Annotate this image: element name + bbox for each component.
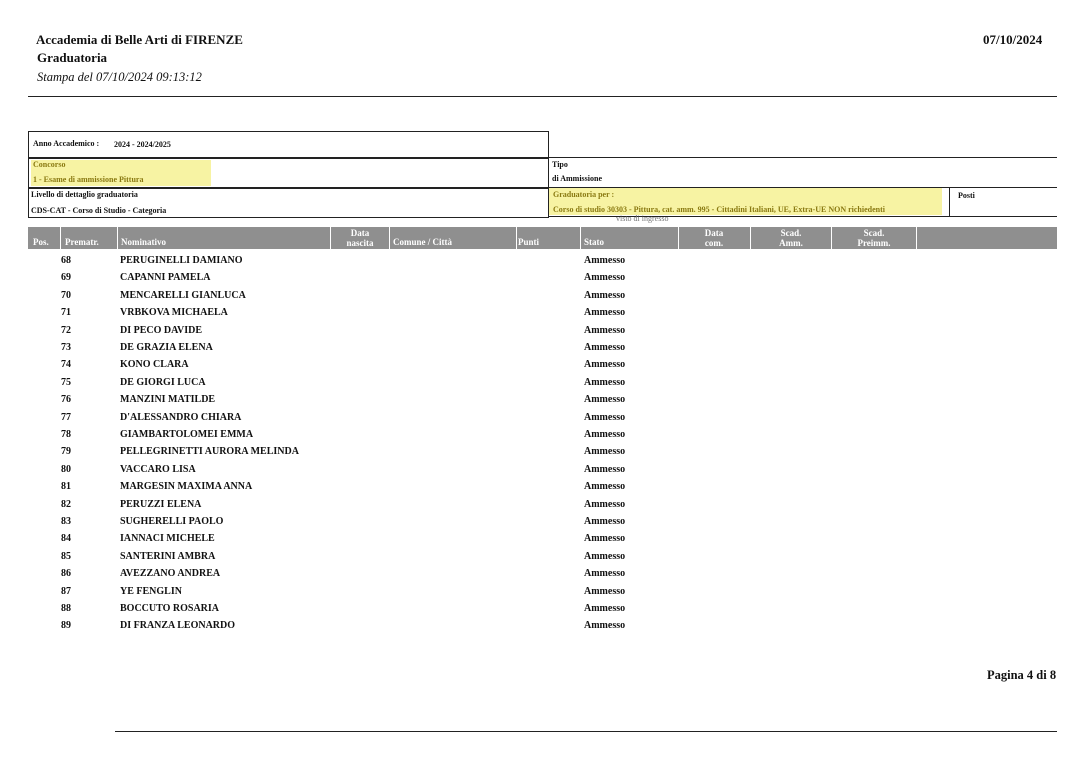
row-stato: Ammesso xyxy=(584,568,626,580)
livello-box xyxy=(28,187,549,218)
row-nominativo: PELLEGRINETTI AURORA MELINDA xyxy=(120,446,299,458)
row-pos: 71 xyxy=(61,307,71,319)
table-row xyxy=(28,533,1057,550)
col-data-com-line2: com. xyxy=(704,238,724,248)
row-pos: 68 xyxy=(61,255,71,266)
row-nominativo: BOCCUTO ROSARIA xyxy=(120,603,219,614)
row-stato: Ammesso xyxy=(584,446,626,458)
row-nominativo: IANNACI MICHELE xyxy=(120,533,215,545)
row-pos: 86 xyxy=(61,568,71,580)
row-pos: 75 xyxy=(61,376,71,388)
row-stato: Ammesso xyxy=(584,342,626,353)
row-pos: 88 xyxy=(61,603,71,614)
row-stato: Ammesso xyxy=(584,620,626,632)
row-stato: Ammesso xyxy=(584,481,626,493)
table-row xyxy=(28,307,1057,324)
row-stato: Ammesso xyxy=(584,359,626,371)
table-row xyxy=(28,290,1057,307)
table-row xyxy=(28,620,1057,637)
row-nominativo: MENCARELLI GIANLUCA xyxy=(120,289,246,301)
row-nominativo: DI PECO DAVIDE xyxy=(120,324,203,336)
table-row xyxy=(28,551,1057,568)
col-data-com-line1: Data xyxy=(704,228,724,238)
row-stato: Ammesso xyxy=(584,533,626,545)
table-row xyxy=(28,412,1057,429)
posti-box xyxy=(950,187,1057,217)
row-stato: Ammesso xyxy=(584,516,626,527)
col-data-nascita-line1: Data xyxy=(350,228,370,238)
table-row xyxy=(28,516,1057,533)
table-row xyxy=(28,342,1057,359)
col-scad-preimm-line2: Preimm. xyxy=(857,238,891,248)
anno-value: 2024 - 2024/2025 xyxy=(114,140,171,149)
header-divider xyxy=(28,96,1057,97)
row-nominativo: VRBKOVA MICHAELA xyxy=(120,307,228,319)
table-row xyxy=(28,359,1057,376)
table-row xyxy=(28,499,1057,516)
row-stato: Ammesso xyxy=(584,411,626,423)
row-pos: 70 xyxy=(61,289,71,301)
row-stato: Ammesso xyxy=(584,463,626,475)
graduatoria-box xyxy=(548,187,950,223)
row-stato: Ammesso xyxy=(584,603,626,614)
graduatoria-overflow: visto di ingresso xyxy=(616,214,669,223)
col-pos: Pos. xyxy=(33,237,49,247)
document-title: Graduatoria xyxy=(37,50,108,65)
row-nominativo: DE GIORGI LUCA xyxy=(120,376,206,388)
row-pos: 89 xyxy=(61,620,71,632)
row-nominativo: AVEZZANO ANDREA xyxy=(120,568,221,580)
row-nominativo: MANZINI MATILDE xyxy=(120,394,216,406)
row-stato: Ammesso xyxy=(584,272,626,284)
col-scad-amm-line1: Scad. xyxy=(780,228,802,238)
table-row xyxy=(28,464,1057,481)
concorso-value: 1 - Esame di ammissione Pittura xyxy=(33,175,144,184)
col-prematr: Prematr. xyxy=(65,237,99,247)
table-row xyxy=(28,446,1057,463)
page-number: Pagina 4 di 8 xyxy=(987,668,1057,682)
row-stato: Ammesso xyxy=(584,324,626,336)
row-pos: 85 xyxy=(61,550,71,562)
table-row xyxy=(28,377,1057,394)
livello-value: CDS-CAT - Corso di Studio - Categoria xyxy=(31,206,167,215)
print-stamp: Stampa del 07/10/2024 09:13:12 xyxy=(37,70,202,84)
footer-divider xyxy=(115,731,1057,732)
row-nominativo: DI FRANZA LEONARDO xyxy=(120,620,236,632)
table-row xyxy=(28,481,1057,498)
row-nominativo: KONO CLARA xyxy=(120,359,189,371)
row-nominativo: PERUGINELLI DAMIANO xyxy=(120,255,243,266)
row-pos: 76 xyxy=(61,394,71,406)
row-stato: Ammesso xyxy=(584,550,626,562)
row-pos: 78 xyxy=(61,429,71,440)
table-row xyxy=(28,325,1057,342)
row-nominativo: MARGESIN MAXIMA ANNA xyxy=(120,481,253,493)
col-comune: Comune / Città xyxy=(393,237,452,247)
table-row xyxy=(28,394,1057,411)
row-stato: Ammesso xyxy=(584,376,626,388)
row-pos: 83 xyxy=(61,516,71,527)
anno-accademico-box xyxy=(28,131,549,159)
table-header xyxy=(28,227,1057,249)
document-date: 07/10/2024 xyxy=(983,32,1043,47)
row-nominativo: VACCARO LISA xyxy=(120,463,196,475)
row-stato: Ammesso xyxy=(584,255,626,266)
col-data-com xyxy=(679,228,749,248)
row-pos: 82 xyxy=(61,498,71,510)
table-row xyxy=(28,272,1057,289)
row-nominativo: SUGHERELLI PAOLO xyxy=(120,516,224,527)
col-scad-preimm-line1: Scad. xyxy=(863,228,885,238)
row-pos: 81 xyxy=(61,481,71,493)
posti-label: Posti xyxy=(958,191,975,200)
table-row xyxy=(28,568,1057,585)
row-nominativo: YE FENGLIN xyxy=(120,585,182,597)
row-pos: 77 xyxy=(61,411,71,423)
table-row xyxy=(28,429,1057,446)
row-nominativo: SANTERINI AMBRA xyxy=(120,550,216,562)
table-row xyxy=(28,586,1057,603)
row-pos: 87 xyxy=(61,585,71,597)
row-pos: 69 xyxy=(61,272,71,284)
concorso-label: Concorso xyxy=(33,160,66,169)
col-data-nascita-line2: nascita xyxy=(346,238,374,248)
row-pos: 73 xyxy=(61,342,71,353)
concorso-box xyxy=(28,157,549,189)
row-nominativo: GIAMBARTOLOMEI EMMA xyxy=(120,429,254,440)
row-nominativo: PERUZZI ELENA xyxy=(120,498,202,510)
graduatoria-value: Corso di studio 30303 - Pittura, cat. amm. 995 - Cittadini Italiani, UE, Extra-UE NON richiedenti xyxy=(553,205,885,214)
row-pos: 79 xyxy=(61,446,71,458)
col-stato: Stato xyxy=(584,237,604,247)
row-stato: Ammesso xyxy=(584,585,626,597)
institution-name: Accademia di Belle Arti di FIRENZE xyxy=(36,32,243,47)
row-stato: Ammesso xyxy=(584,498,626,510)
col-data-nascita xyxy=(331,228,389,248)
row-stato: Ammesso xyxy=(584,289,626,301)
anno-label: Anno Accademico : xyxy=(33,139,100,148)
row-pos: 84 xyxy=(61,533,71,545)
table-row xyxy=(28,255,1057,272)
col-punti: Punti xyxy=(518,237,540,247)
col-scad-amm xyxy=(751,228,831,248)
table-row xyxy=(28,603,1057,620)
row-stato: Ammesso xyxy=(584,307,626,319)
row-stato: Ammesso xyxy=(584,394,626,406)
row-nominativo: DE GRAZIA ELENA xyxy=(120,342,213,353)
row-stato: Ammesso xyxy=(584,429,626,440)
graduatoria-label: Graduatoria per : xyxy=(553,190,615,199)
col-scad-preimm xyxy=(832,228,916,248)
row-pos: 74 xyxy=(61,359,71,371)
tipo-value: di Ammissione xyxy=(552,174,603,183)
col-scad-amm-line2: Amm. xyxy=(779,238,803,248)
row-pos: 72 xyxy=(61,324,71,336)
livello-label: Livello di dettaglio graduatoria xyxy=(31,190,138,199)
row-nominativo: CAPANNI PAMELA xyxy=(120,272,211,284)
col-nominativo: Nominativo xyxy=(121,237,166,247)
tipo-label: Tipo xyxy=(552,160,568,169)
row-pos: 80 xyxy=(61,463,71,475)
row-nominativo: D'ALESSANDRO CHIARA xyxy=(120,411,242,423)
tipo-box xyxy=(548,157,1057,188)
